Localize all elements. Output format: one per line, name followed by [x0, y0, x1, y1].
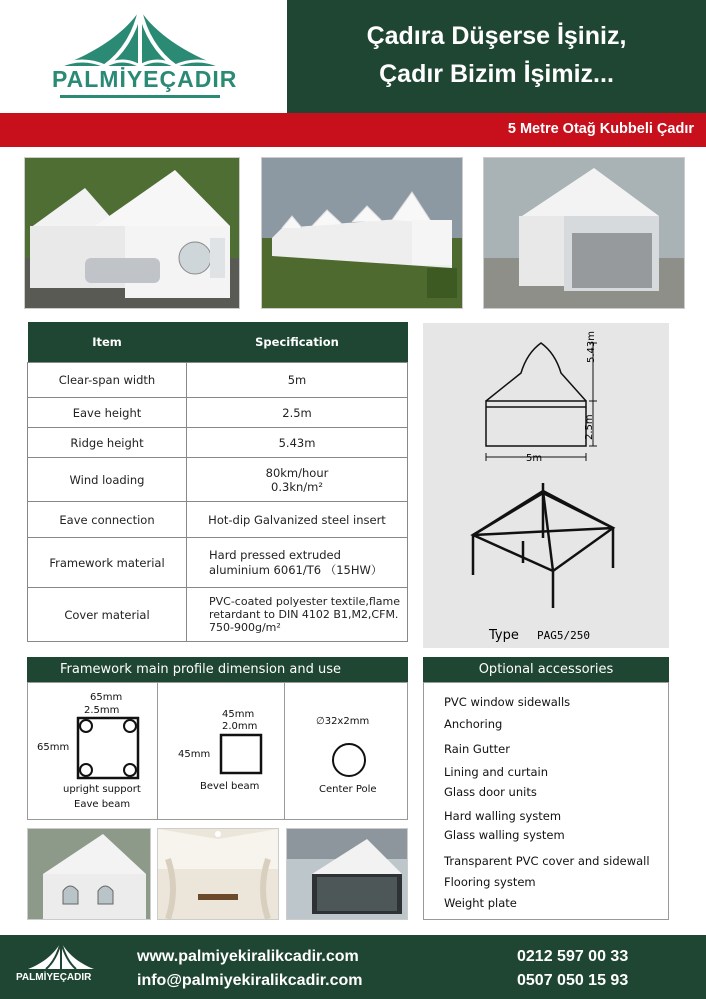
row-spec: Hot-dip Galvanized steel insert [187, 502, 408, 538]
tent-drawing-icon [423, 323, 669, 648]
table-row [28, 538, 408, 588]
footer-phone1[interactable]: 0212 597 00 33 [517, 948, 629, 965]
list-item: Lining and curtain [444, 765, 548, 779]
list-item: Glass walling system [444, 828, 565, 842]
dim-width: 5m [526, 453, 543, 464]
divider [157, 683, 158, 819]
dim-eave-height: 2.5m [584, 414, 595, 440]
beam2-width: 45mm [222, 709, 255, 720]
center-pole-profile-icon [328, 739, 370, 781]
header-item: Item [28, 322, 187, 363]
logo-text: PALMİYEÇADIR [52, 66, 238, 92]
row-spec [187, 538, 408, 588]
row-spec-line3: 750-900g/m² [209, 621, 281, 634]
table-row [28, 588, 408, 642]
photo-tent-cars [24, 157, 240, 309]
page-subtitle: 5 Metre Otağ Kubbeli Çadır [507, 121, 694, 137]
row-spec-line1: PVC-coated polyester textile,flame [209, 595, 401, 608]
tent-logo-icon [55, 8, 225, 70]
beam1-use-eave: Eave beam [74, 799, 131, 810]
row-item: Wind loading [28, 458, 187, 502]
table-row [28, 398, 408, 428]
list-item: Anchoring [444, 717, 503, 731]
technical-drawing-panel [423, 323, 669, 648]
row-spec-line2: retardant to DIN 4102 B1,M2,CFM. [209, 608, 399, 621]
row-spec [187, 458, 408, 502]
list-item: Hard walling system [444, 809, 562, 823]
divider [284, 683, 285, 819]
row-spec: 5m [187, 363, 408, 398]
type-code: PAG5/250 [537, 629, 590, 642]
accessories-panel-title: Optional accessories [423, 657, 669, 682]
photo-tent-interior [157, 828, 279, 920]
table-row [28, 502, 408, 538]
row-spec-line1: 80km/hour [265, 465, 329, 480]
beam2-thickness: 2.0mm [222, 721, 258, 732]
row-item: Cover material [28, 588, 187, 642]
beam2-use: Bevel beam [200, 781, 260, 792]
row-spec-line1: Hard pressed extruded [209, 547, 341, 562]
footer-website[interactable]: www.palmiyekiralikcadir.com [137, 948, 359, 965]
photo-tent-row [261, 157, 463, 309]
row-item: Eave connection [28, 502, 187, 538]
tent-logo-icon [26, 941, 96, 971]
footer-phone2[interactable]: 0507 050 15 93 [517, 972, 629, 989]
row-spec-line2: aluminium 6061/T6 （15HW） [209, 562, 383, 577]
table-row [28, 428, 408, 458]
photo-tent-single [483, 157, 685, 309]
list-item: PVC window sidewalls [444, 695, 571, 709]
beam1-width: 65mm [90, 692, 123, 703]
dim-total-height: 5.43m [586, 330, 597, 363]
header-specification: Specification [187, 322, 408, 363]
beam1-use-upright: upright support [63, 784, 141, 795]
footer-email[interactable]: info@palmiyekiralikcadir.com [137, 972, 363, 989]
list-item: Rain Gutter [444, 742, 510, 756]
beam2-height: 45mm [178, 749, 211, 760]
header-logo-area [0, 0, 287, 113]
table-row [28, 363, 408, 398]
header-slogan-area [287, 0, 706, 113]
bevel-beam-profile-icon [216, 730, 266, 778]
spec-table [27, 322, 408, 642]
beam1-thickness: 2.5mm [84, 705, 120, 716]
table-row [28, 458, 408, 502]
slogan-line2: Çadır Bizim İşimiz... [379, 60, 614, 88]
slogan-line1: Çadıra Düşerse İşiniz, [366, 22, 627, 50]
list-item: Glass door units [444, 785, 537, 799]
row-spec [187, 588, 408, 642]
row-item: Clear-span width [28, 363, 187, 398]
beam1-height: 65mm [37, 742, 70, 753]
list-item: Flooring system [444, 875, 536, 889]
footer [0, 935, 706, 999]
row-item: Eave height [28, 398, 187, 428]
accessories-panel [423, 682, 669, 920]
row-spec-line2: 0.3kn/m² [271, 479, 323, 494]
photo-tent-windows [27, 828, 151, 920]
row-spec: 2.5m [187, 398, 408, 428]
pole-use: Center Pole [319, 784, 377, 795]
row-item: Framework material [28, 538, 187, 588]
list-item: Transparent PVC cover and sidewall [444, 854, 650, 868]
pole-dimension: ∅32x2mm [316, 716, 370, 727]
logo-underline [60, 95, 220, 98]
list-item: Weight plate [444, 896, 517, 910]
photo-tent-glass [286, 828, 408, 920]
row-spec: 5.43m [187, 428, 408, 458]
framework-panel [27, 682, 408, 820]
type-label: Type [489, 628, 519, 643]
row-item: Ridge height [28, 428, 187, 458]
eave-beam-profile-icon [68, 708, 148, 783]
framework-panel-title: Framework main profile dimension and use [27, 657, 408, 682]
footer-logo-text: PALMİYEÇADIR [16, 972, 92, 983]
